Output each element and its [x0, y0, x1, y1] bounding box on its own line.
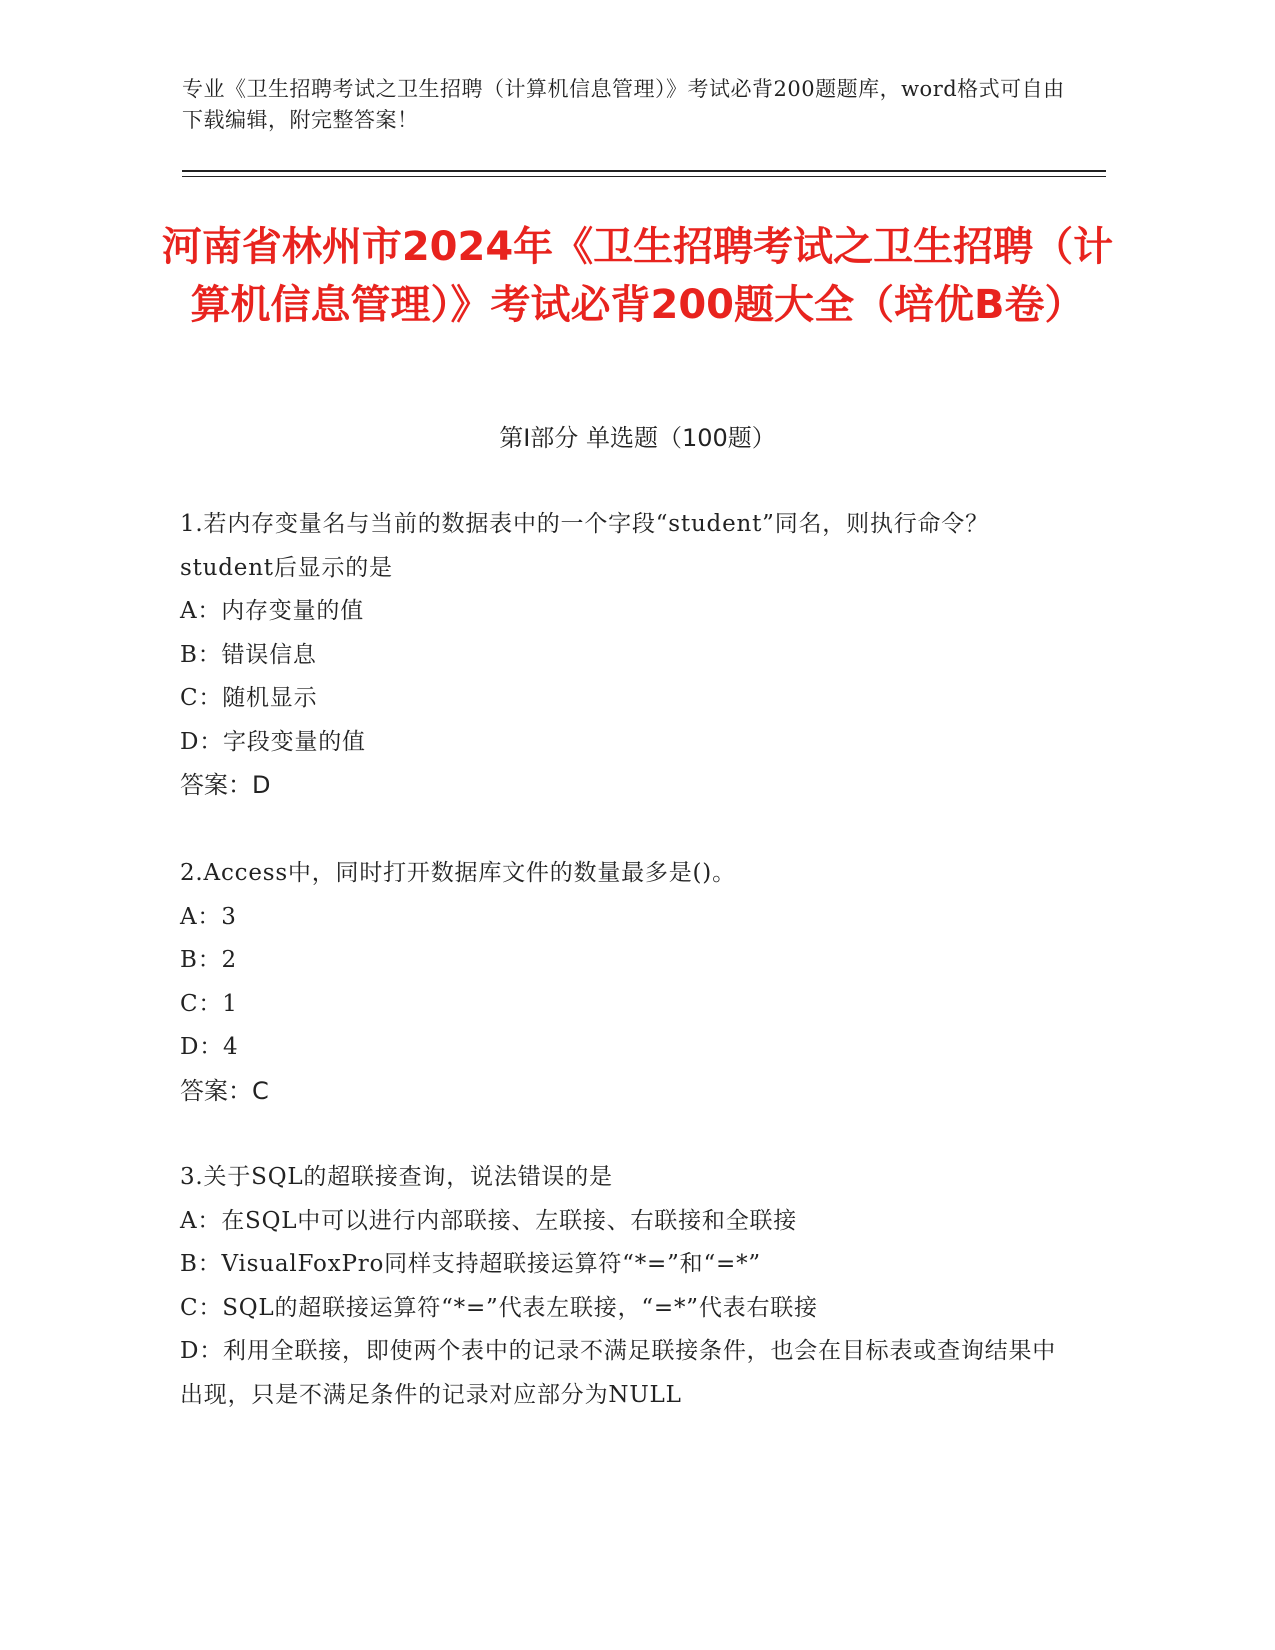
question-stem: 2.Access中，同时打开数据库文件的数量最多是()。 [180, 860, 736, 886]
option-d: D：字段变量的值 [180, 728, 366, 755]
header-note: 专业《卫生招聘考试之卫生招聘（计算机信息管理）》考试必背200题题库，word格式可自由下载编辑，附完整答案！ [182, 77, 1065, 132]
header-rule-thick [182, 170, 1106, 172]
option-b: B：错误信息 [180, 641, 317, 668]
document-title: 河南省林州市2024年《卫生招聘考试之卫生招聘（计算机信息管理）》考试必背200题大全（培优B卷） [161, 224, 1114, 328]
answer-line: 答案：C [180, 1076, 269, 1105]
answer-line: 答案：D [180, 771, 271, 799]
question-stem: 1.若内存变量名与当前的数据表中的一个字段“student”同名，则执行命令？student后显示的是 [180, 511, 989, 581]
option-c: C：1 [180, 990, 238, 1017]
option-d: D：利用全联接，即使两个表中的记录不满足联接条件，也会在目标表或查询结果中出现，只是不满足条件的记录对应部分为NULL [180, 1338, 1057, 1408]
question-3 [180, 1156, 1060, 1417]
option-c: C：SQL的超联接运算符“*=”代表左联接，“=*”代表右联接 [180, 1294, 818, 1321]
option-b: B：2 [180, 947, 237, 973]
question-1 [180, 503, 1060, 808]
question-2 [180, 852, 1060, 1113]
option-d: D：4 [180, 1034, 239, 1060]
header-rule-thin [182, 176, 1106, 177]
question-stem: 3.关于SQL的超联接查询，说法错误的是 [180, 1164, 613, 1190]
option-c: C：随机显示 [180, 685, 318, 711]
section-heading: 第Ⅰ部分 单选题（100题） [499, 424, 776, 452]
option-a: A：内存变量的值 [180, 598, 365, 624]
option-b: B：VisualFoxPro同样支持超联接运算符“*=”和“=*” [180, 1251, 761, 1277]
option-a: A：在SQL中可以进行内部联接、左联接、右联接和全联接 [180, 1207, 798, 1234]
option-a: A：3 [180, 903, 237, 930]
